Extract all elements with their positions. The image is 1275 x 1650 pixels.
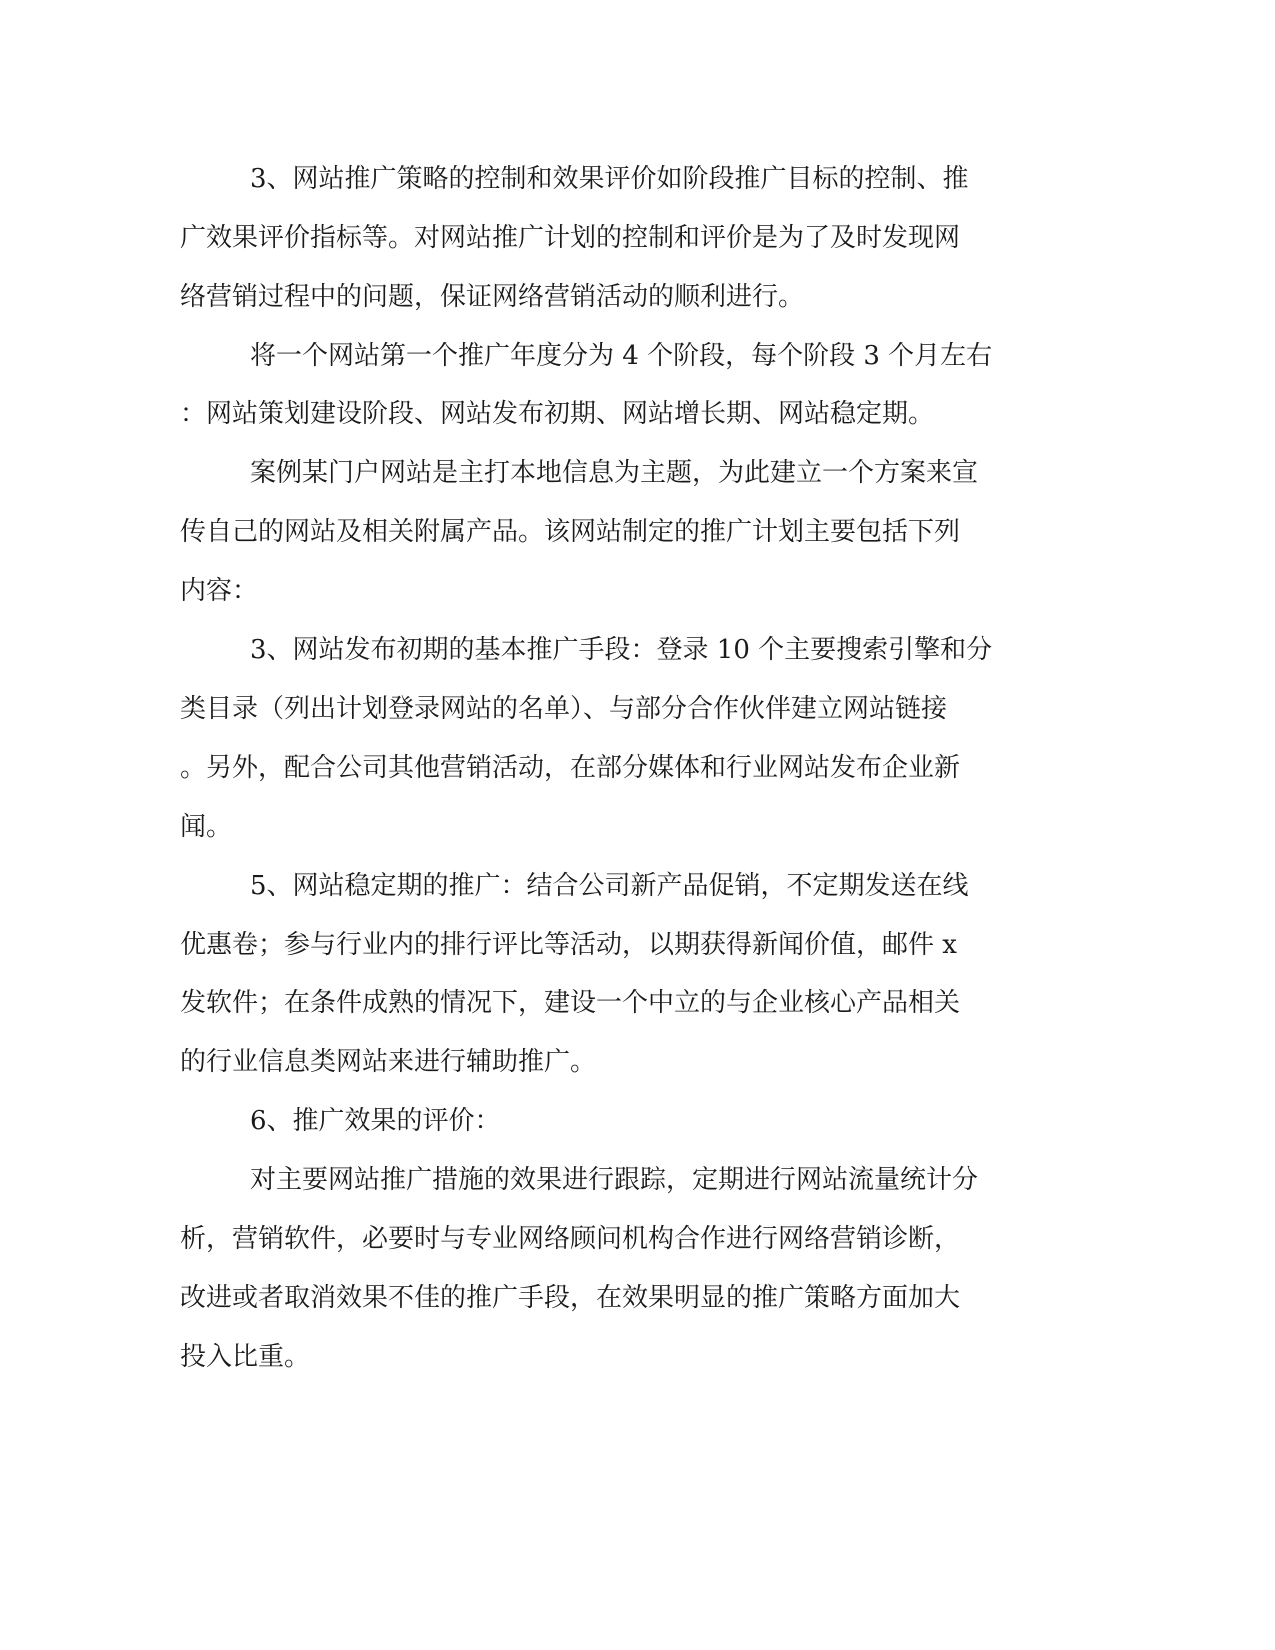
paragraph-line: 案例某门户网站是主打本地信息为主题，为此建立一个方案来宣 [250, 458, 979, 488]
paragraph-line: 广效果评价指标等。对网站推广计划的控制和评价是为了及时发现网 [180, 223, 961, 253]
paragraph-line: 3、网站发布初期的基本推广手段：登录 10 个主要搜索引擎和分 [250, 635, 993, 665]
paragraph-line: 3、网站推广策略的控制和效果评价如阶段推广目标的控制、推 [250, 164, 969, 194]
paragraph-line: 。另外，配合公司其他营销活动，在部分媒体和行业网站发布企业新 [180, 753, 961, 783]
paragraph-line: 络营销过程中的问题，保证网络营销活动的顺利进行。 [180, 282, 805, 312]
paragraph-line: 的行业信息类网站来进行辅助推广。 [180, 1047, 597, 1077]
paragraph-line: ：网站策划建设阶段、网站发布初期、网站增长期、网站稳定期。 [180, 399, 935, 429]
paragraph-line: 传自己的网站及相关附属产品。该网站制定的推广计划主要包括下列 [180, 517, 961, 547]
paragraph-line: 6、推广效果的评价： [250, 1106, 501, 1136]
paragraph-line: 将一个网站第一个推广年度分为 4 个阶段，每个阶段 3 个月左右 [250, 341, 993, 371]
paragraph-line: 发软件；在条件成熟的情况下，建设一个中立的与企业核心产品相关 [180, 988, 961, 1018]
paragraph-line: 析，营销软件，必要时与专业网络顾问机构合作进行网络营销诊断， [180, 1224, 961, 1254]
paragraph-line: 投入比重。 [180, 1342, 311, 1372]
paragraph-line: 对主要网站推广措施的效果进行跟踪，定期进行网站流量统计分 [250, 1165, 979, 1195]
paragraph-line: 5、网站稳定期的推广：结合公司新产品促销，不定期发送在线 [250, 871, 969, 901]
paragraph-line: 优惠卷；参与行业内的排行评比等活动，以期获得新闻价值，邮件 x [180, 930, 957, 960]
paragraph-line: 类目录（列出计划登录网站的名单）、与部分合作伙伴建立网站链接 [180, 694, 948, 724]
paragraph-line: 改进或者取消效果不佳的推广手段，在效果明显的推广策略方面加大 [180, 1283, 961, 1313]
paragraph-line: 内容： [180, 576, 259, 606]
paragraph-line: 闻。 [180, 812, 233, 842]
